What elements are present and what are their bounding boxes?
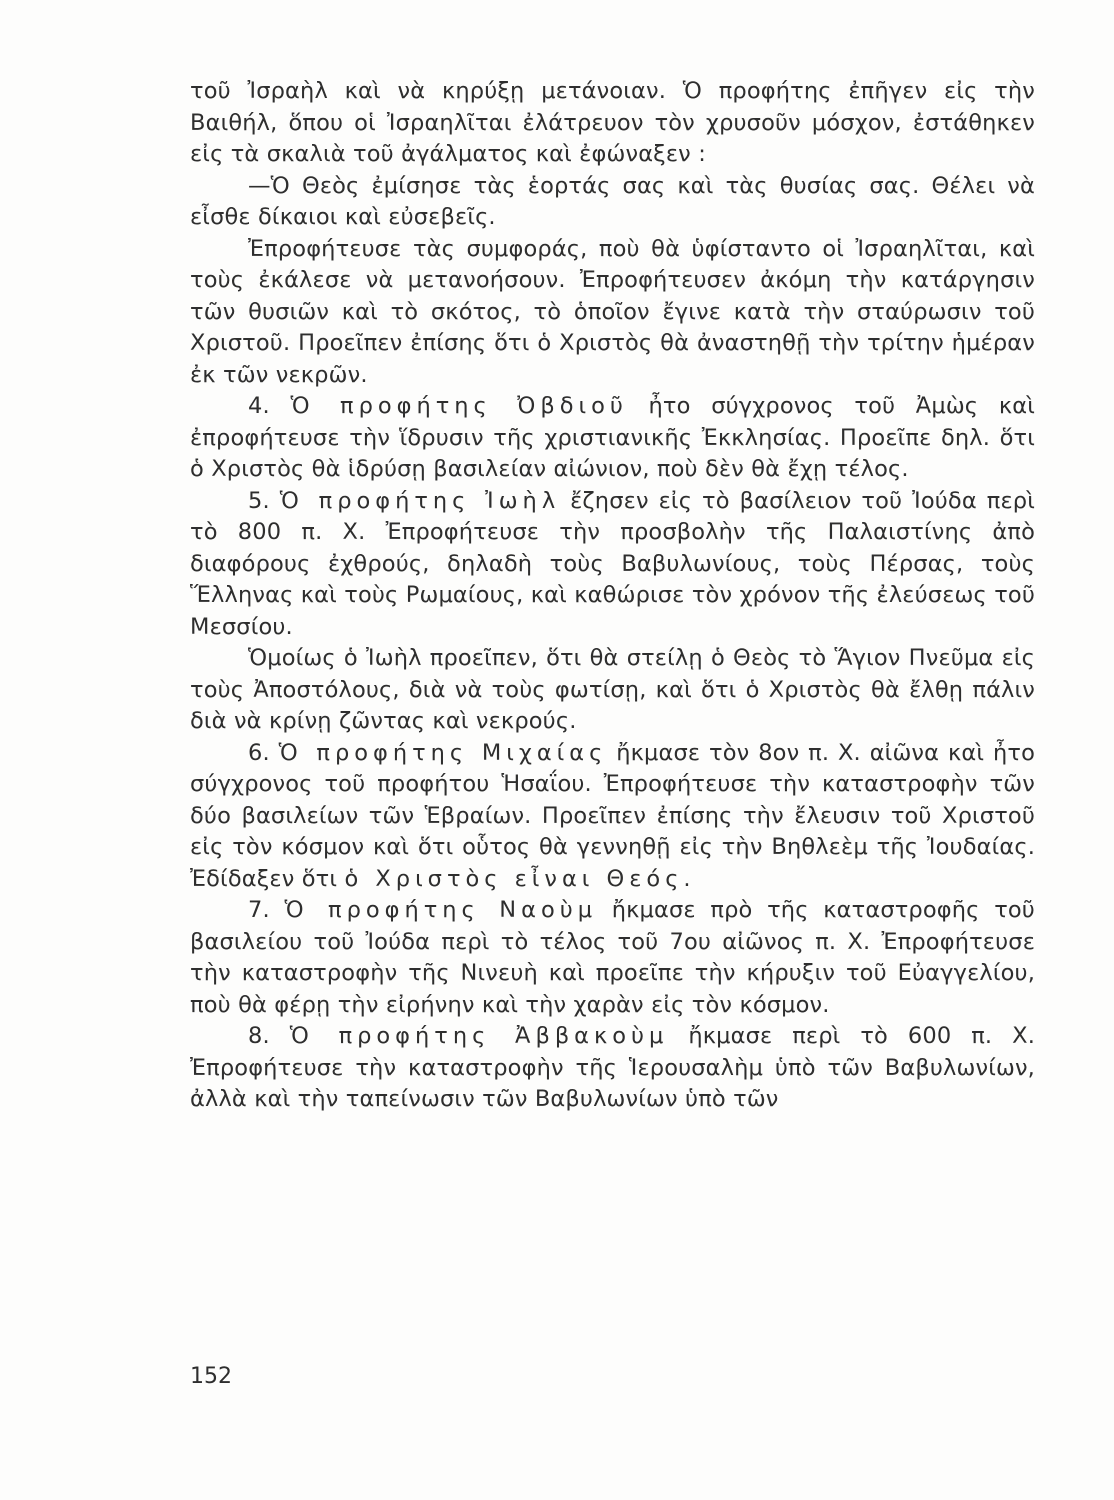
- paragraph-joel: 5. Ὁ προφήτης Ἰωὴλ ἔζησεν εἰς τὸ βασίλειον τοῦ Ἰούδα περὶ τὸ 800 π. Χ. Ἐπροφήτευσε τὴν προσβολὴν τῆς Παλαιστίνης ἀπὸ διαφόρους ἐχθρούς, δηλαδὴ τοὺς Βαβυλωνίους, τοὺς Πέρσας, τοὺς Ἕλληνας καὶ τοὺς Ρωμαίους, καὶ καθώρισε τὸν χρόνον τῆς ἐλεύσεως τοῦ Μεσσίου.: [190, 487, 1035, 640]
- prophet-heading: Ὁ προφήτης Ἰωὴλ: [279, 487, 561, 514]
- paragraph-1: τοῦ Ἰσραὴλ καὶ νὰ κηρύξῃ μετάνοιαν. Ὁ προφήτης ἐπῆγεν εἰς τὴν Βαιθήλ, ὅπου οἱ Ἰσραηλῖται ἐλάτρευον τὸν χρυσοῦν μόσχον, ἐστάθηκεν εἰς τὰ σκαλιὰ τοῦ ἀγάλματος καὶ ἐφώναξεν :: [190, 78, 1035, 167]
- section-number: 6.: [248, 739, 270, 766]
- section-number: 7.: [248, 897, 270, 923]
- paragraph-obadiah: 4. Ὁ προφήτης Ὀβδιοῦ ἦτο σύγχρονος τοῦ Ἀμὼς καὶ ἐπροφήτευσε τὴν ἵδρυσιν τῆς χριστιανικῆς Ἐκκλησίας. Προεῖπε δηλ. ὅτι ὁ Χριστὸς θὰ ἱδρύσῃ βασιλείαν αἰώνιον, ποὺ δὲν θὰ ἔχῃ τέλος.: [190, 393, 1035, 482]
- paragraph-joel-continued: Ὁμοίως ὁ Ἰωὴλ προεῖπεν, ὅτι θὰ στείλῃ ὁ Θεὸς τὸ Ἅγιον Πνεῦμα εἰς τοὺς Ἀποστόλους, διὰ νὰ τοὺς φωτίσῃ, καὶ ὅτι ὁ Χριστὸς θὰ ἔλθῃ πάλιν διὰ νὰ κρίνῃ ζῶντας καὶ νεκρούς.: [190, 645, 1035, 734]
- prophet-heading: Ὁ προφήτης Ἀββακοὺμ: [289, 1023, 669, 1049]
- section-number: 4.: [248, 393, 270, 419]
- section-number: 8.: [248, 1023, 270, 1049]
- prophet-heading: Ὁ προφήτης Ὀβδιοῦ: [290, 393, 628, 419]
- prophet-heading: Ὁ προφήτης Μιχαίας: [278, 739, 608, 766]
- paragraph-habakkuk: 8. Ὁ προφήτης Ἀββακοὺμ ἤκμασε περὶ τὸ 600 π. Χ. Ἐπροφήτευσε τὴν καταστροφὴν τῆς Ἱερουσαλὴμ ὑπὸ τῶν Βαβυλωνίων, ἀλλὰ καὶ τὴν ταπείνωσιν τῶν Βαβυλωνίων ὑπὸ τῶν: [190, 1023, 1036, 1112]
- prophet-heading: Ὁ προφήτης Ναοὺμ: [284, 897, 598, 923]
- page-number: 152: [190, 1364, 232, 1389]
- paragraph-micah: 6. Ὁ προφήτης Μιχαίας ἤκμασε τὸν 8ον π. Χ. αἰῶνα καὶ ἦτο σύγχρονος τοῦ προφήτου Ἡσαΐου. Ἐπροφήτευσε τὴν καταστροφὴν τῶν δύο βασιλείων τῶν Ἑβραίων. Προεῖπεν ἐπίσης τὴν ἔλευσιν τοῦ Χριστοῦ εἰς τὸν κόσμον καὶ ὅτι οὗτος θὰ γεννηθῇ εἰς τὴν Βηθλεὲμ τῆς Ἰουδαίας. Ἐδίδαξεν ὅτι ὁ Χριστὸς εἶναι Θεός.: [190, 739, 1035, 892]
- paragraph-2: —Ὁ Θεὸς ἐμίσησε τὰς ἑορτάς σας καὶ τὰς θυσίας σας. Θέλει νὰ εἶσθε δίκαιοι καὶ εὐσεβεῖς.: [190, 172, 1035, 230]
- section-number: 5.: [248, 487, 270, 514]
- page-text: [190, 76, 1035, 1116]
- paragraph-3: Ἐπροφήτευσε τὰς συμφοράς, ποὺ θὰ ὑφίσταντο οἱ Ἰσραηλῖται, καὶ τοὺς ἐκάλεσε νὰ μετανοήσουν. Ἐπροφήτευσεν ἀκόμη τὴν κατάργησιν τῶν θυσιῶν καὶ τὸ σκότος, τὸ ὁποῖον ἔγινε κατὰ τὴν σταύρωσιν τοῦ Χριστοῦ. Προεῖπεν ἐπίσης ὅτι ὁ Χριστὸς θὰ ἀναστηθῇ τὴν τρίτην ἡμέραν ἐκ τῶν νεκρῶν.: [190, 235, 1035, 388]
- paragraph-nahum: 7. Ὁ προφήτης Ναοὺμ ἤκμασε πρὸ τῆς καταστροφῆς τοῦ βασιλείου τοῦ Ἰούδα περὶ τὸ τέλος τοῦ 7ου αἰῶνος π. Χ. Ἐπροφήτευσε τὴν καταστροφὴν τῆς Νινευὴ καὶ προεῖπε τὴν κήρυξιν τοῦ Εὐαγγελίου, ποὺ θὰ φέρῃ τὴν εἰρήνην καὶ τὴν χαρὰν εἰς τὸν κόσμον.: [190, 897, 1035, 1018]
- emphasized-statement: ὁ Χριστὸς εἶναι Θεός.: [344, 865, 696, 892]
